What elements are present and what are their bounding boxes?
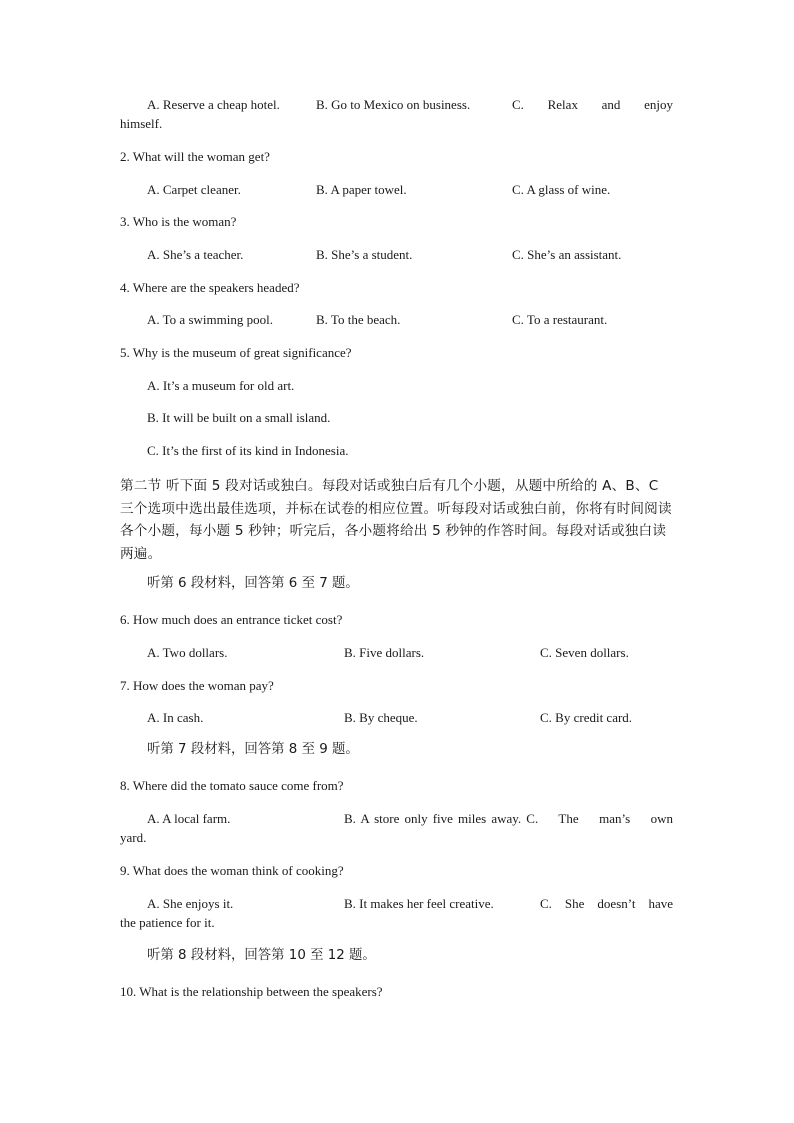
q5-option-b: B. It will be built on a small island.	[147, 410, 331, 425]
q6-question: 6. How much does an entrance ticket cost?	[120, 612, 343, 627]
q3-option-a: A. She’s a teacher.	[147, 247, 244, 262]
q1-option-a: A. Reserve a cheap hotel.	[147, 97, 280, 112]
passage8-heading: 听第 8 段材料，回答第 10 至 12 题。	[147, 948, 376, 963]
q9-option-c-continued: the patience for it.	[120, 915, 215, 930]
q3-option-b: B. She’s a student.	[316, 247, 413, 262]
q4-option-b: B. To the beach.	[316, 312, 401, 327]
q7-option-a: A. In cash.	[147, 710, 204, 725]
q4-question: 4. Where are the speakers headed?	[120, 280, 300, 295]
q6-option-c: C. Seven dollars.	[540, 645, 629, 660]
section2-instructions: 第二节 听下面 5 段对话或独白。每段对话或独白后有几个小题，从题中所给的 A、B、C 三个选项中选出最佳选项，并标在试卷的相应位置。听每段对话或独白前，你将有时间阅读各个小题，每小题 5 秒钟；听完后，各小题将给出 5 秒钟的作答时间。每段对话或独白读两遍。	[120, 478, 672, 562]
q2-option-c: C. A glass of wine.	[512, 182, 611, 197]
q8-option-c-continued: yard.	[120, 830, 147, 845]
q9-option-c: C. She doesn’t have	[540, 896, 673, 911]
q8-question: 8. Where did the tomato sauce come from?	[120, 778, 344, 793]
q2-option-a: A. Carpet cleaner.	[147, 182, 241, 197]
q8-option-a: A. A local farm.	[147, 811, 231, 826]
q1-option-c: C. Relax and enjoy	[512, 97, 673, 112]
q7-question: 7. How does the woman pay?	[120, 678, 274, 693]
q2-question: 2. What will the woman get?	[120, 149, 270, 164]
q2-option-b: B. A paper towel.	[316, 182, 407, 197]
q5-option-a: A. It’s a museum for old art.	[147, 378, 295, 393]
q5-option-c: C. It’s the first of its kind in Indonesia.	[147, 443, 349, 458]
passage6-heading: 听第 6 段材料，回答第 6 至 7 题。	[147, 576, 359, 591]
q1-option-b: B. Go to Mexico on business.	[316, 97, 471, 112]
q8-option-b-c: B. A store only five miles away. C. The man’s own	[344, 811, 673, 826]
q3-question: 3. Who is the woman?	[120, 214, 237, 229]
q1-option-c-continued: himself.	[120, 116, 163, 131]
q9-option-a: A. She enjoys it.	[147, 896, 234, 911]
q4-option-a: A. To a swimming pool.	[147, 312, 273, 327]
q6-option-b: B. Five dollars.	[344, 645, 425, 660]
q5-question: 5. Why is the museum of great significance?	[120, 345, 352, 360]
q7-option-c: C. By credit card.	[540, 710, 633, 725]
q9-option-b: B. It makes her feel creative.	[344, 896, 494, 911]
q7-option-b: B. By cheque.	[344, 710, 418, 725]
passage7-heading: 听第 7 段材料，回答第 8 至 9 题。	[147, 742, 359, 757]
q4-option-c: C. To a restaurant.	[512, 312, 608, 327]
q3-option-c: C. She’s an assistant.	[512, 247, 622, 262]
q6-option-a: A. Two dollars.	[147, 645, 228, 660]
q9-question: 9. What does the woman think of cooking?	[120, 863, 344, 878]
q10-question: 10. What is the relationship between the speakers?	[120, 984, 383, 999]
